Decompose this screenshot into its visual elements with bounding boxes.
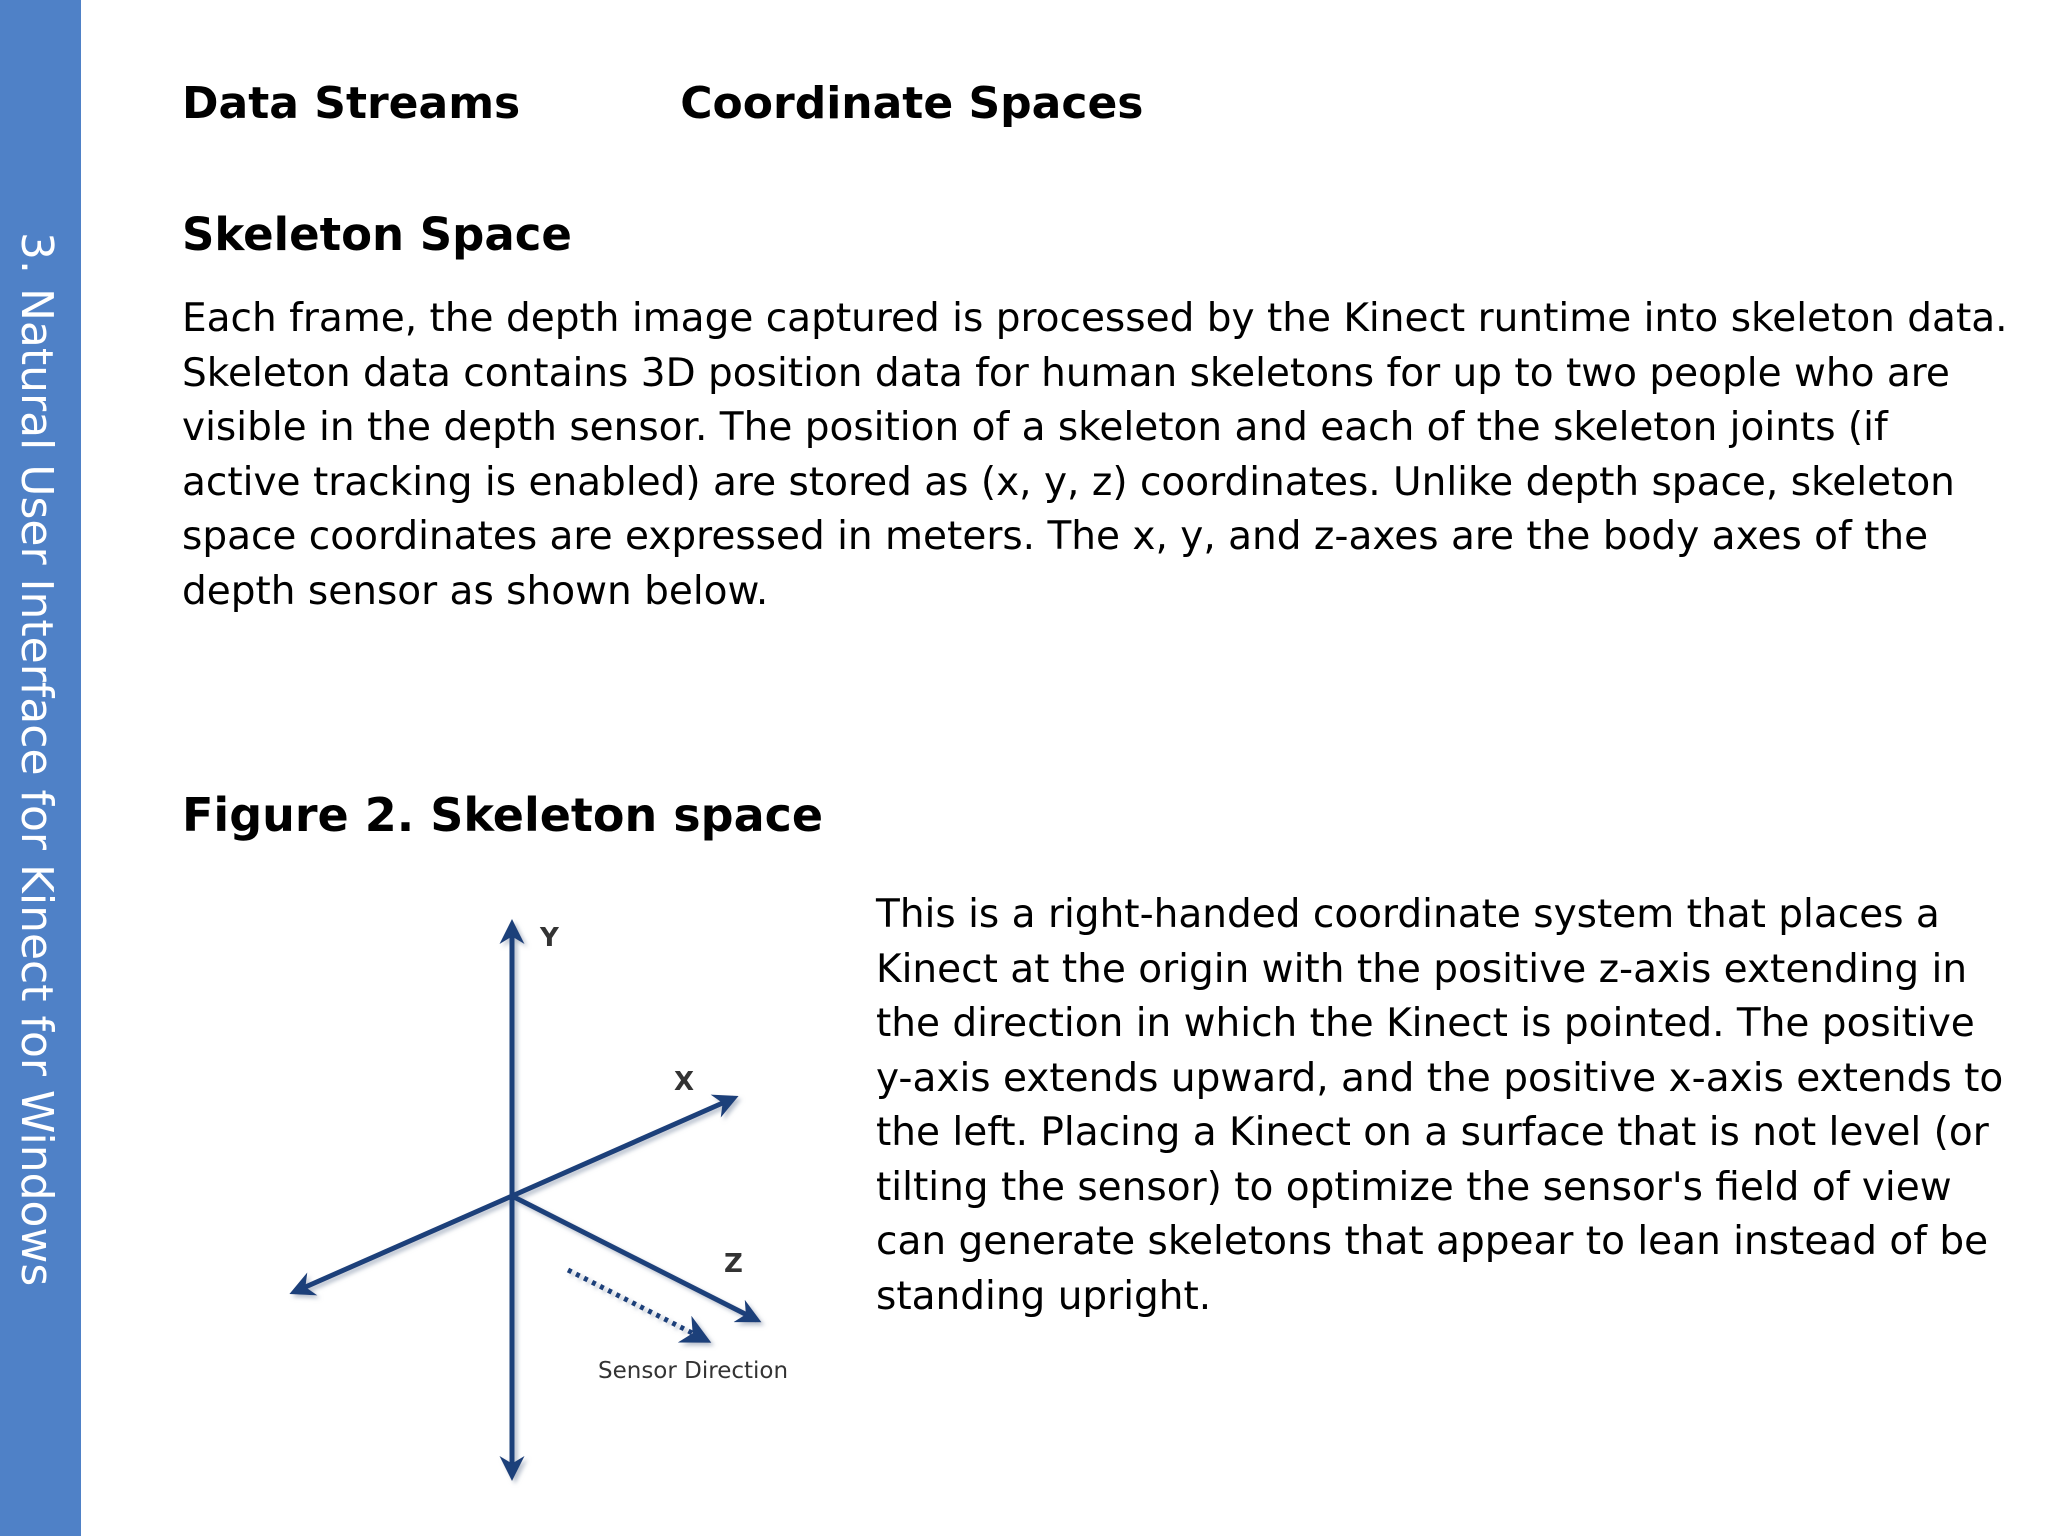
figure-description (876, 888, 2003, 1324)
figure-description-line: standing upright. (876, 1273, 1212, 1319)
x-axis-label: X (674, 1067, 695, 1097)
body-line: space coordinates are expressed in meters. The x, y, and z-axes are the body axes of the (182, 514, 1929, 559)
heading-data-streams: Data Streams (182, 78, 521, 129)
figure-description-line: tilting the sensor) to optimize the sensor's field of view (876, 1164, 1952, 1210)
figure-description-line: This is a right-handed coordinate system that places a (876, 892, 1940, 937)
body-line: depth sensor as shown below. (182, 568, 769, 614)
z-axis-label: Z (724, 1249, 743, 1279)
sidebar (0, 0, 81, 1536)
heading-row (182, 78, 1143, 129)
figure-caption: Figure 2. Skeleton space (182, 788, 824, 842)
heading-coordinate-spaces: Coordinate Spaces (680, 78, 1144, 129)
x-axis-negative (294, 1196, 512, 1292)
body-line: Each frame, the depth image captured is processed by the Kinect runtime into skeleton data. (182, 296, 2008, 341)
skeleton-space-diagram (270, 900, 830, 1500)
y-axis-label: Y (540, 923, 559, 953)
sensor-direction-label: Sensor Direction (598, 1358, 789, 1384)
body-line: active tracking is enabled) are stored as (x, y, z) coordinates. Unlike depth space, skeleton (182, 459, 1955, 505)
sensor-direction-arrow (568, 1270, 706, 1340)
body-line: visible in the depth sensor. The position of a skeleton and each of the skeleton joints (if (182, 405, 1888, 450)
figure-description-line: the left. Placing a Kinect on a surface that is not level (or (876, 1110, 1989, 1155)
figure-description-line: y-axis extends upward, and the positive x-axis extends to (876, 1055, 2004, 1101)
section-body (182, 292, 2032, 619)
sidebar-title: 3. Natural User Interface for Kinect for Windows (11, 232, 62, 1287)
figure-description-line: Kinect at the origin with the positive z-axis extending in (876, 946, 1968, 992)
figure-description-line: can generate skeletons that appear to lean instead of be (876, 1219, 1989, 1264)
figure-description-line: the direction in which the Kinect is pointed. The positive (876, 1001, 1975, 1046)
section-title: Skeleton Space (182, 208, 572, 261)
x-axis (512, 1098, 734, 1196)
body-line: Skeleton data contains 3D position data for human skeletons for up to two people who are (182, 350, 1950, 396)
